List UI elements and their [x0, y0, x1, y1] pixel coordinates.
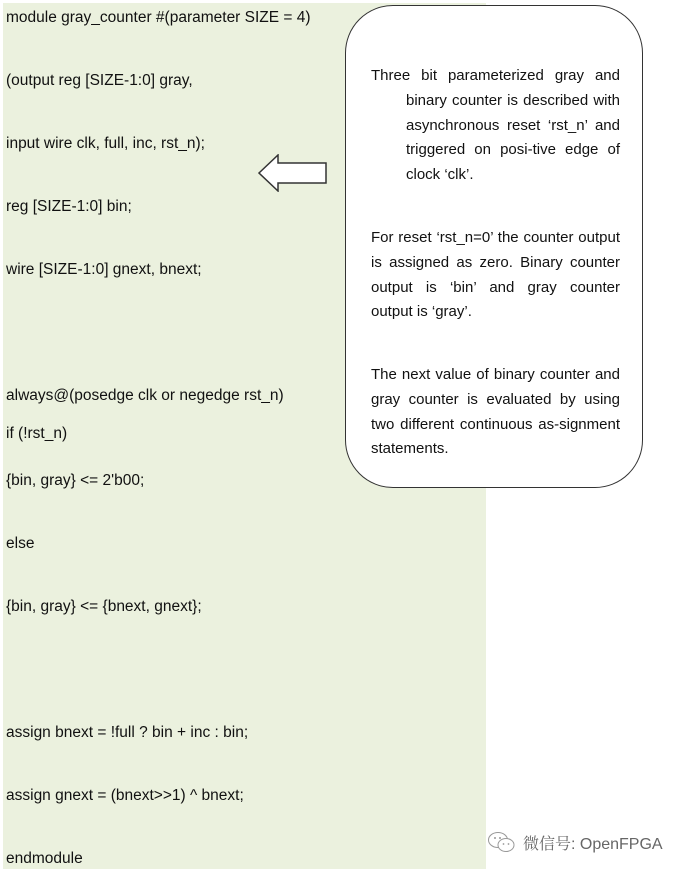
code-line: input wire clk, full, inc, rst_n);: [6, 135, 205, 152]
code-line: module gray_counter #(parameter SIZE = 4): [6, 9, 311, 26]
left-arrow-icon: [258, 154, 328, 192]
code-line: endmodule: [6, 850, 83, 867]
code-line: assign bnext = !full ? bin + inc : bin;: [6, 724, 249, 741]
code-line: {bin, gray} <= {bnext, gnext};: [6, 598, 202, 615]
code-line: wire [SIZE-1:0] gnext, bnext;: [6, 261, 202, 278]
callout-box: [345, 5, 643, 488]
code-line: (output reg [SIZE-1:0] gray,: [6, 72, 193, 89]
wechat-icon: [487, 831, 517, 853]
code-line: always@(posedge clk or negedge rst_n): [6, 387, 284, 404]
code-line: assign gnext = (bnext>>1) ^ bnext;: [6, 787, 244, 804]
callout-paragraph-3: The next value of binary counter and gray counter is evaluated by using two different continuous as-signment statements.: [371, 366, 620, 458]
code-line: else: [6, 535, 35, 552]
code-line: if (!rst_n): [6, 425, 68, 442]
callout-paragraph-2: For reset ‘rst_n=0’ the counter output is assigned as zero. Binary counter output is ‘bin’ and gray counter output is ‘gray’.: [371, 229, 620, 321]
code-line: {bin, gray} <= 2'b00;: [6, 472, 145, 489]
callout-paragraph-1: Three bit parameterized gray and binary counter is described with asynchronous reset ‘rst_n’ and triggered on posi-tive edge of clock ‘clk’.: [371, 67, 620, 184]
watermark: [487, 830, 663, 854]
code-line: reg [SIZE-1:0] bin;: [6, 198, 132, 215]
watermark-text: 微信号: OpenFPGA: [523, 835, 663, 853]
